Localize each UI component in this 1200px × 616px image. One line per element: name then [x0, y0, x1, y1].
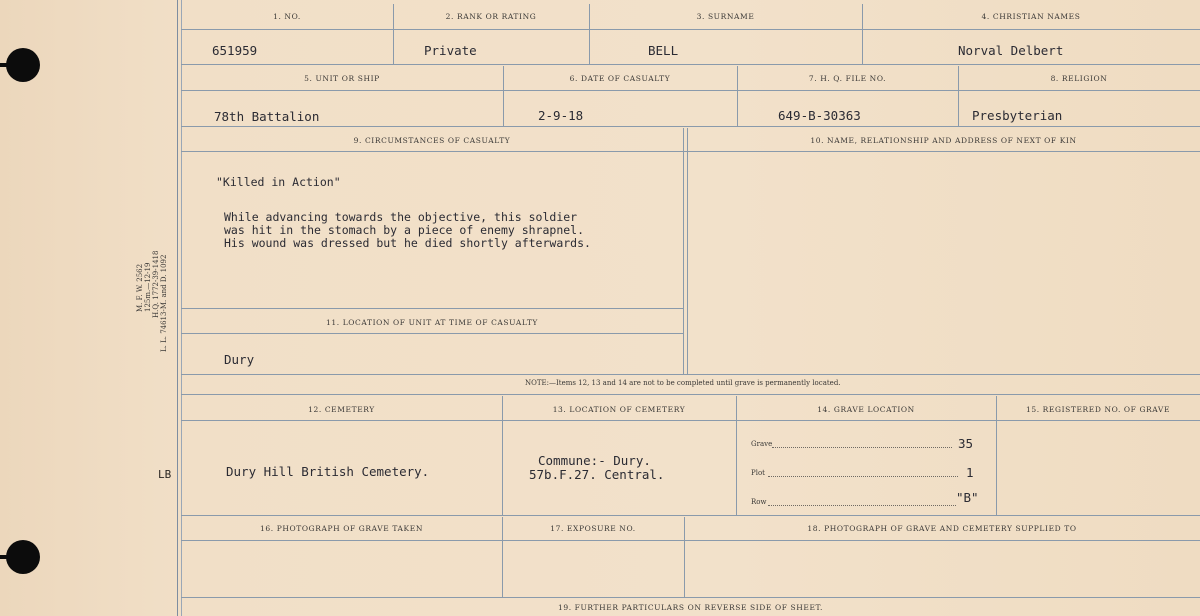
- header-christian-names: 4. CHRISTIAN NAMES: [981, 12, 1081, 21]
- rule: [181, 151, 1200, 152]
- surname: BELL: [648, 43, 679, 58]
- rule: [181, 333, 683, 334]
- header-exposure-no: 17. EXPOSURE NO.: [550, 524, 636, 533]
- footer-further-particulars: 19. FURTHER PARTICULARS ON REVERSE SIDE OF SHEET.: [557, 603, 824, 612]
- rule: [181, 29, 1200, 30]
- side-note-4: L. L. 74613-M. and D. 1092: [160, 254, 168, 352]
- header-location-of-unit: 11. LOCATION OF UNIT AT TIME OF CASUALTY: [326, 318, 538, 327]
- circumstances-line-3: His wound was dressed but he died shortly afterwards.: [224, 236, 591, 250]
- grave-leader: [772, 447, 952, 448]
- header-date: 6. DATE OF CASUALTY: [569, 74, 671, 83]
- plot-label: Plot: [751, 469, 765, 477]
- plot-leader: [768, 476, 958, 477]
- header-registered-no: 15. REGISTERED NO. OF GRAVE: [1025, 405, 1171, 414]
- left-margin-line: [177, 0, 178, 616]
- header-cemetery: 12. CEMETERY: [308, 405, 375, 414]
- plot-number: 1: [966, 465, 974, 480]
- cemetery-location-line-1: Commune:- Dury.: [538, 453, 651, 468]
- rule: [181, 394, 1200, 395]
- location-of-unit: Dury: [224, 352, 255, 367]
- date-of-casualty: 2-9-18: [538, 108, 584, 123]
- header-surname: 3. SURNAME: [696, 12, 755, 21]
- unit: 78th Battalion: [214, 109, 320, 124]
- header-rank: 2. RANK OR RATING: [445, 12, 537, 21]
- rule: [181, 515, 1200, 516]
- header-circumstances: 9. CIRCUMSTANCES OF CASUALTY: [353, 136, 511, 145]
- header-next-of-kin: 10. NAME, RELATIONSHIP AND ADDRESS OF NEXT OF KIN: [810, 136, 1077, 145]
- rule: [181, 597, 1200, 598]
- header-no: 1. NO.: [273, 12, 301, 21]
- circumstances-line-2: was hit in the stomach by a piece of enemy shrapnel.: [224, 223, 585, 237]
- header-unit: 5. UNIT OR SHIP: [304, 74, 380, 83]
- header-photograph-taken: 16. PHOTOGRAPH OF GRAVE TAKEN: [260, 524, 423, 533]
- rule: [181, 64, 1200, 65]
- rule: [181, 90, 1200, 91]
- side-note-2: 125m.—12-19: [144, 262, 152, 312]
- lb-mark: LB: [158, 468, 172, 481]
- row-label: Row: [751, 498, 767, 506]
- punch-hole-bottom: [6, 540, 40, 574]
- rule: [181, 374, 1200, 375]
- religion: Presbyterian: [972, 108, 1063, 123]
- header-religion: 8. RELIGION: [1050, 74, 1108, 83]
- circumstances-line-1: While advancing towards the objective, this soldier: [224, 210, 578, 224]
- side-note-1: M. F. W. 2562: [136, 263, 144, 312]
- header-location-of-cemetery: 13. LOCATION OF CEMETERY: [552, 405, 686, 414]
- service-number: 651959: [212, 43, 258, 58]
- grave-label: Grave: [751, 440, 773, 448]
- side-note-3: H.Q. 1772-39-1418: [152, 250, 160, 318]
- rank: Private: [424, 43, 477, 58]
- cemetery-name: Dury Hill British Cemetery.: [226, 464, 430, 479]
- row-leader: [768, 505, 956, 506]
- rule: [181, 308, 683, 309]
- punch-hole-top: [6, 48, 40, 82]
- hq-file-no: 649-B-30363: [778, 108, 861, 123]
- grave-note: NOTE:—Items 12, 13 and 14 are not to be completed until grave is permanently located.: [525, 379, 841, 387]
- christian-names: Norval Delbert: [958, 43, 1064, 58]
- grave-number: 35: [958, 436, 974, 451]
- row-value: "B": [956, 490, 979, 505]
- rule: [181, 540, 1200, 541]
- rule: [181, 126, 1200, 127]
- header-photograph-supplied: 18. PHOTOGRAPH OF GRAVE AND CEMETERY SUPPLIED TO: [807, 524, 1077, 533]
- header-hq-file: 7. H. Q. FILE NO.: [808, 74, 887, 83]
- cemetery-location-line-2: 57b.F.27. Central.: [529, 467, 665, 482]
- rule: [683, 128, 684, 374]
- rule: [181, 420, 1200, 421]
- casualty-heading: "Killed in Action": [216, 175, 341, 189]
- rule: [687, 128, 688, 374]
- header-grave-location: 14. GRAVE LOCATION: [817, 405, 915, 414]
